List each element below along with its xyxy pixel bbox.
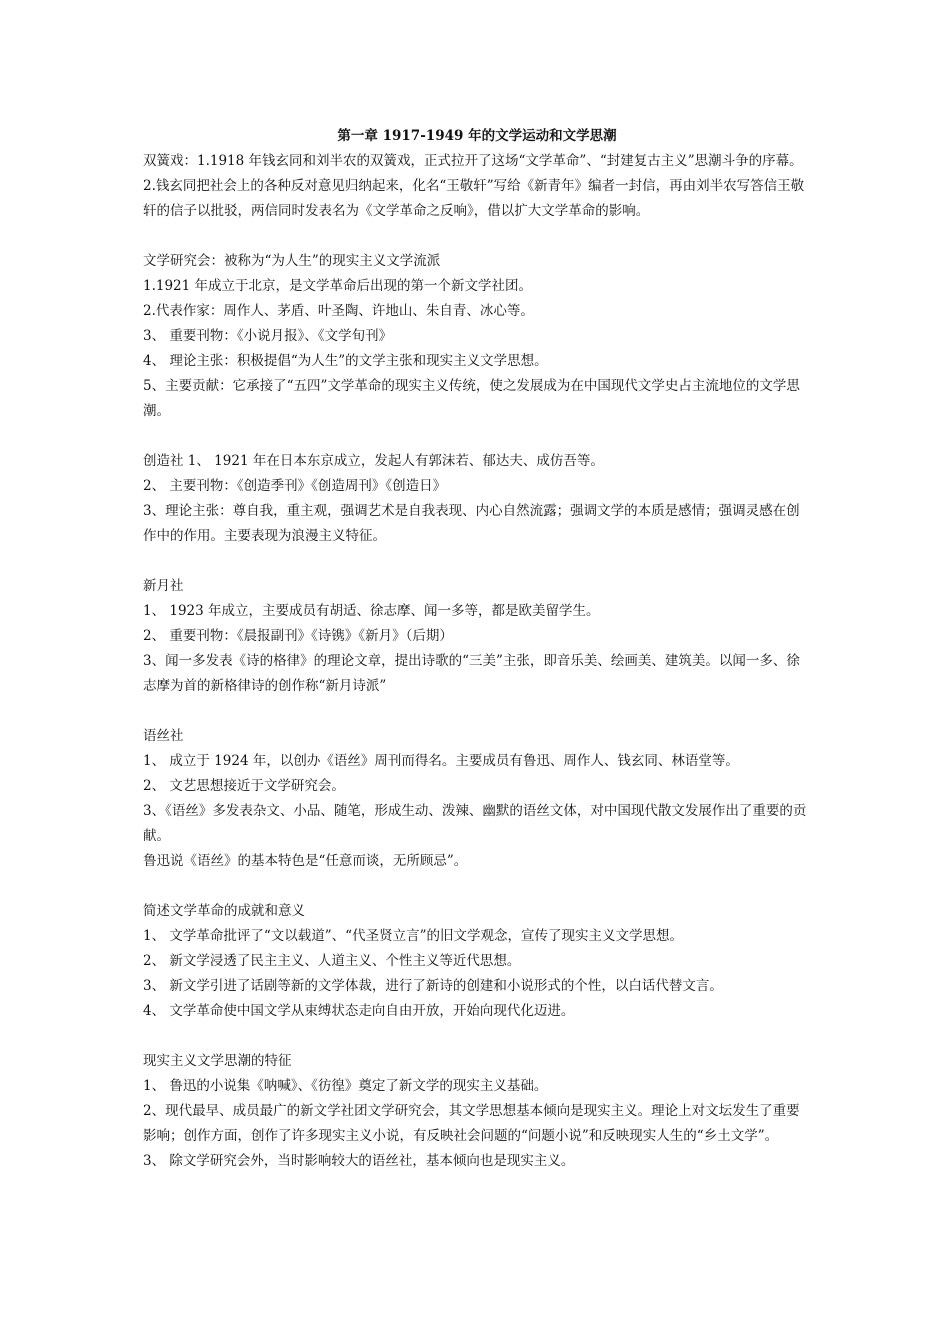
paragraph: 2、现代最早、成员最广的新文学社团文学研究会，其文学思想基本倾向是现实主义。理论上对文坛发生了重要影响；创作方面，创作了许多现实主义小说，有反映社会问题的“问题小说”和反映现实人生的“乡土文学”。: [143, 1103, 800, 1144]
paragraph: 2.代表作家：周作人、茅盾、叶圣陶、许地山、朱自青、冰心等。: [143, 303, 534, 319]
paragraph: 3、闻一多发表《诗的格律》的理论文章，提出诗歌的“三美”主张，即音乐美、绘画美、建筑美。以闻一多、徐志摩为首的新格律诗的创作称“新月诗派”: [143, 653, 800, 694]
paragraph: 双簧戏：1.1918 年钱玄同和刘半农的双簧戏，正式拉开了这场“文学革命”、“封建复古主义”思潮斗争的序幕。: [143, 153, 803, 169]
paragraph: 3、 重要刊物：《小说月报》、《文学旬刊》: [143, 328, 393, 344]
paragraph: 1、 成立于 1924 年，以创办《语丝》周刊而得名。主要成员有鲁迅、周作人、钱玄同、林语堂等。: [143, 753, 739, 769]
paragraph: 5、主要贡献：它承接了“五四”文学革命的现实主义传统，使之发展成为在中国现代文学史占主流地位的文学思潮。: [143, 378, 800, 419]
paragraph: 3、《语丝》多发表杂文、小品、随笔，形成生动、泼辣、幽默的语丝文体，对中国现代散文发展作出了重要的贡献。: [143, 803, 807, 844]
document-body: [143, 125, 811, 1174]
paragraph: 4、 文学革命使中国文学从束缚状态走向自由开放，开始向现代化迈进。: [143, 1003, 575, 1019]
paragraph: 新月社: [143, 578, 184, 594]
paragraph: 语丝社: [143, 728, 184, 744]
paragraph: 2、 主要刊物：《创造季刊》《创造周刊》《创造日》: [143, 478, 447, 494]
paragraph: 1、 鲁迅的小说集《呐喊》、《彷徨》奠定了新文学的现实主义基础。: [143, 1078, 548, 1094]
paragraph: 3、理论主张：尊自我，重主观，强调艺术是自我表现、内心自然流露；强调文学的本质是感情；强调灵感在创作中的作用。主要表现为浪漫主义特征。: [143, 503, 800, 544]
paragraph: 现实主义文学思潮的特征: [143, 1053, 292, 1069]
paragraph: 文学研究会：被称为“为人生”的现实主义文学流派: [143, 253, 441, 269]
paragraph: 1、 1923 年成立，主要成员有胡适、徐志摩、闻一多等，都是欧美留学生。: [143, 603, 600, 619]
paragraph-spacer: [143, 1024, 811, 1049]
paragraph-spacer: [143, 699, 811, 724]
paragraph: 2.钱玄同把社会上的各种反对意见归纳起来，化名“王敬轩”写给《新青年》编者一封信，再由刘半农写答信王敬轩的信子以批驳，两信同时发表名为《文学革命之反响》，借以扩大文学革命的影响。: [143, 178, 805, 219]
paragraph-spacer: [143, 874, 811, 899]
paragraph-spacer: [143, 549, 811, 574]
paragraph-list: [143, 149, 811, 1174]
paragraph: 创造社 1、 1921 年在日本东京成立，发起人有郭沫若、郁达夫、成仿吾等。: [143, 453, 604, 469]
paragraph-spacer: [143, 224, 811, 249]
paragraph: 1、 文学革命批评了“文以载道”、“代圣贤立言”的旧文学观念，宣传了现实主义文学思想。: [143, 928, 683, 944]
paragraph: 1.1921 年成立于北京，是文学革命后出现的第一个新文学社团。: [143, 278, 533, 294]
paragraph: 2、 重要刊物：《晨报副刊》《诗镌》《新月》（后期）: [143, 628, 453, 644]
chapter-title: 第一章 1917-1949 年的文学运动和文学思潮: [337, 128, 617, 144]
paragraph: 3、 新文学引进了话剧等新的文学体裁，进行了新诗的创建和小说形式的个性，以白话代替文言。: [143, 978, 723, 994]
paragraph: 简述文学革命的成就和意义: [143, 903, 305, 919]
paragraph: 鲁迅说《语丝》的基本特色是“任意而谈，无所顾忌”。: [143, 853, 468, 869]
paragraph: 2、 文艺思想接近于文学研究会。: [143, 778, 345, 794]
paragraph-spacer: [143, 424, 811, 449]
paragraph: 4、 理论主张：积极提倡“为人生”的文学主张和现实主义文学思想。: [143, 353, 548, 369]
paragraph: 3、 除文学研究会外，当时影响较大的语丝社，基本倾向也是现实主义。: [143, 1153, 575, 1169]
paragraph: 2、 新文学浸透了民主主义、人道主义、个性主义等近代思想。: [143, 953, 521, 969]
